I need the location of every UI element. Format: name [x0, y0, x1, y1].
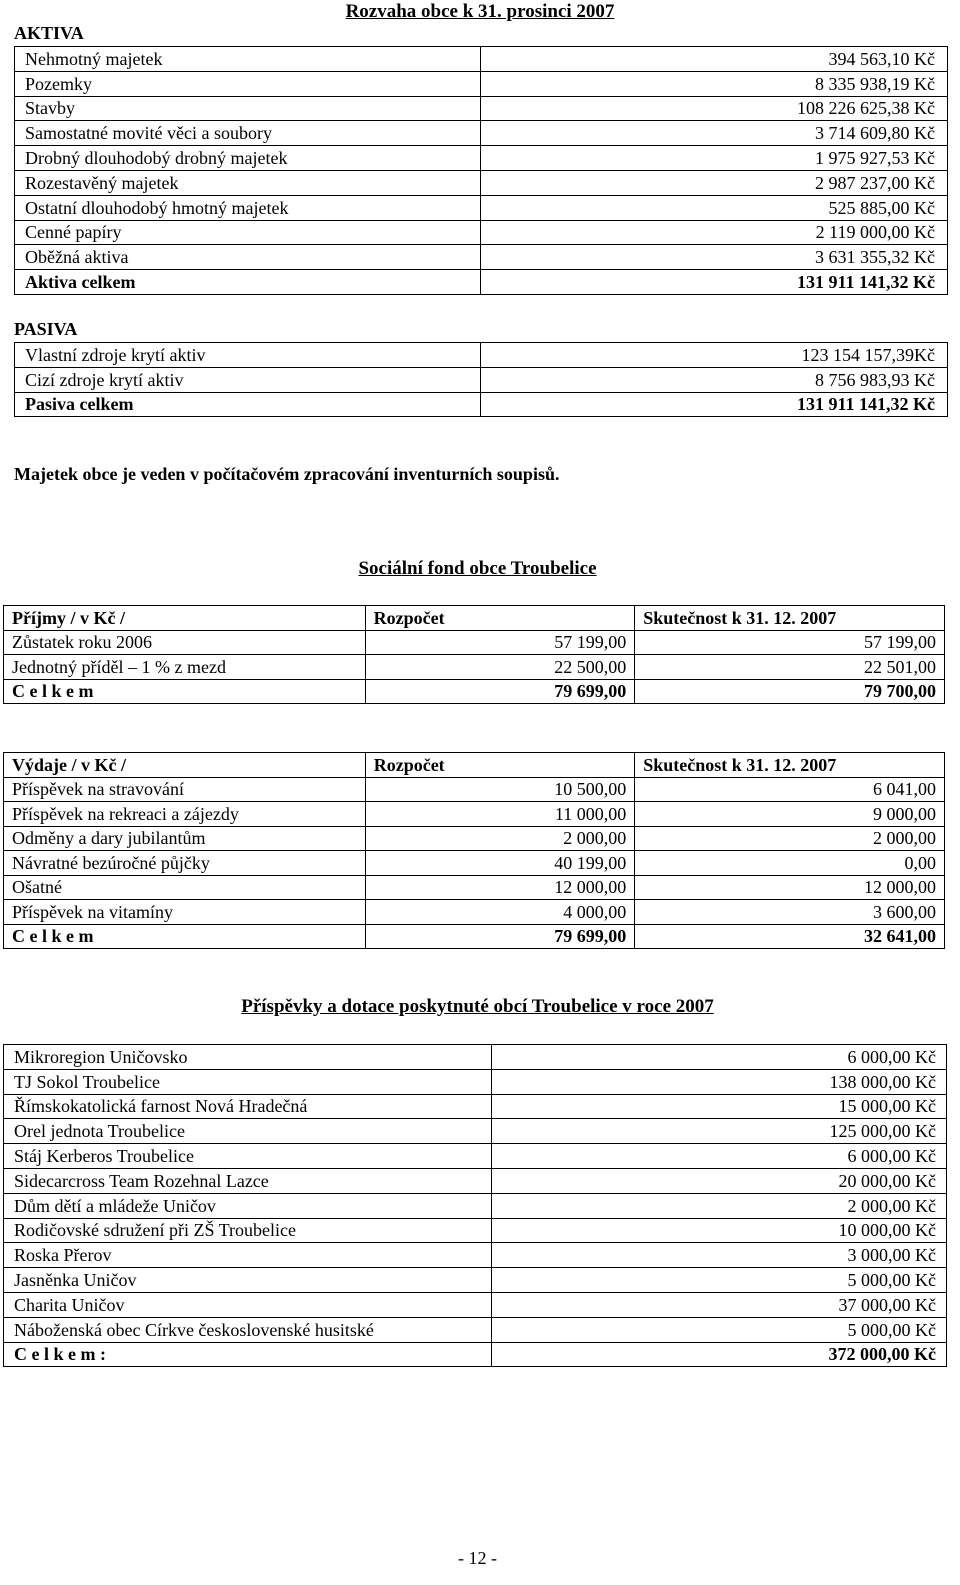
total-label: C e l k e m: [4, 679, 366, 704]
table-row: [4, 777, 945, 802]
row-value: 3 600,00: [635, 900, 945, 925]
row-label: Zůstatek roku 2006: [4, 630, 366, 655]
table-row: [15, 96, 948, 121]
table-row: [4, 826, 945, 851]
row-value: 1 975 927,53 Kč: [480, 146, 947, 171]
fund-expense-table: [3, 752, 945, 949]
amount-value: 125 000,00 Kč: [491, 1119, 946, 1144]
recipient-label: Sidecarcross Team Rozehnal Lazce: [4, 1168, 492, 1193]
fund-income-table: [3, 605, 945, 704]
amount-value: 37 000,00 Kč: [491, 1292, 946, 1317]
row-label: Drobný dlouhodobý drobný majetek: [15, 146, 481, 171]
table-row: [15, 245, 948, 270]
row-value: 2 000,00: [635, 826, 945, 851]
amount-value: 5 000,00 Kč: [491, 1268, 946, 1293]
recipient-label: Římskokatolická farnost Nová Hradečná: [4, 1094, 492, 1119]
total-label: Aktiva celkem: [15, 270, 481, 295]
column-header: Rozpočet: [365, 753, 635, 778]
row-label: Ostatní dlouhodobý hmotný majetek: [15, 195, 481, 220]
total-label: C e l k e m :: [4, 1342, 492, 1367]
table-row: [4, 1292, 947, 1317]
amount-value: 138 000,00 Kč: [491, 1069, 946, 1094]
total-row: [15, 270, 948, 295]
table-row: [15, 367, 948, 392]
table-row: [4, 1193, 947, 1218]
row-label: Samostatné movité věci a soubory: [15, 121, 481, 146]
total-value: 131 911 141,32 Kč: [480, 392, 947, 417]
row-value: 12 000,00: [365, 875, 635, 900]
table-row: [15, 170, 948, 195]
table-row: [4, 851, 945, 876]
amount-value: 5 000,00 Kč: [491, 1317, 946, 1342]
header-row: [4, 753, 945, 778]
row-value: 4 000,00: [365, 900, 635, 925]
recipient-label: TJ Sokol Troubelice: [4, 1069, 492, 1094]
row-value: 8 756 983,93 Kč: [480, 367, 947, 392]
amount-value: 2 000,00 Kč: [491, 1193, 946, 1218]
row-label: Příspěvek na rekreaci a zájezdy: [4, 802, 366, 827]
table-row: [15, 71, 948, 96]
amount-value: 6 000,00 Kč: [491, 1144, 946, 1169]
table-row: [15, 146, 948, 171]
row-value: 394 563,10 Kč: [480, 47, 947, 72]
table-row: [4, 1045, 947, 1070]
table-row: [4, 1168, 947, 1193]
total-value: 79 700,00: [635, 679, 945, 704]
row-label: Stavby: [15, 96, 481, 121]
table-row: [4, 1094, 947, 1119]
table-row: [4, 1119, 947, 1144]
aktiva-heading: AKTIVA: [14, 23, 84, 43]
table-row: [4, 1218, 947, 1243]
row-value: 2 119 000,00 Kč: [480, 220, 947, 245]
social-fund-heading: Sociální fond obce Troubelice: [358, 558, 597, 579]
table-row: [15, 195, 948, 220]
row-value: 9 000,00: [635, 802, 945, 827]
row-value: 123 154 157,39Kč: [480, 343, 947, 368]
row-label: Ošatné: [4, 875, 366, 900]
row-label: Návratné bezúročné půjčky: [4, 851, 366, 876]
row-value: 0,00: [635, 851, 945, 876]
row-label: Cizí zdroje krytí aktiv: [15, 367, 481, 392]
recipient-label: Náboženská obec Církve československé husitské: [4, 1317, 492, 1342]
total-value: 131 911 141,32 Kč: [480, 270, 947, 295]
row-value: 12 000,00: [635, 875, 945, 900]
inventory-note: Majetek obce je veden v počítačovém zpracování inventurních soupisů.: [14, 464, 560, 484]
row-label: Příspěvek na vitamíny: [4, 900, 366, 925]
total-value: 372 000,00 Kč: [491, 1342, 946, 1367]
recipient-label: Jasněnka Uničov: [4, 1268, 492, 1293]
column-header: Skutečnost k 31. 12. 2007: [635, 606, 945, 631]
column-header: Rozpočet: [365, 606, 635, 631]
row-label: Odměny a dary jubilantům: [4, 826, 366, 851]
table-row: [4, 1243, 947, 1268]
header-row: [4, 606, 945, 631]
page-title: Rozvaha obce k 31. prosinci 2007: [345, 1, 615, 22]
total-value: 32 641,00: [635, 924, 945, 949]
row-value: 3 631 355,32 Kč: [480, 245, 947, 270]
table-row: [15, 220, 948, 245]
row-value: 2 987 237,00 Kč: [480, 170, 947, 195]
row-value: 525 885,00 Kč: [480, 195, 947, 220]
row-label: Nehmotný majetek: [15, 47, 481, 72]
total-row: [4, 679, 945, 704]
amount-value: 6 000,00 Kč: [491, 1045, 946, 1070]
row-value: 6 041,00: [635, 777, 945, 802]
row-value: 10 500,00: [365, 777, 635, 802]
row-value: 2 000,00: [365, 826, 635, 851]
pasiva-table: [14, 342, 948, 417]
amount-value: 3 000,00 Kč: [491, 1243, 946, 1268]
recipient-label: Mikroregion Uničovsko: [4, 1045, 492, 1070]
table-row: [4, 1317, 947, 1342]
table-row: [15, 343, 948, 368]
row-value: 108 226 625,38 Kč: [480, 96, 947, 121]
total-value: 79 699,00: [365, 924, 635, 949]
table-row: [4, 900, 945, 925]
total-row: [4, 924, 945, 949]
row-label: Oběžná aktiva: [15, 245, 481, 270]
page-number: - 12 -: [458, 1548, 497, 1568]
table-row: [4, 1268, 947, 1293]
row-label: Jednotný příděl – 1 % z mezd: [4, 655, 366, 680]
column-header: Skutečnost k 31. 12. 2007: [635, 753, 945, 778]
table-row: [4, 655, 945, 680]
column-header: Výdaje / v Kč /: [4, 753, 366, 778]
recipient-label: Roska Přerov: [4, 1243, 492, 1268]
total-row: [15, 392, 948, 417]
recipient-label: Orel jednota Troubelice: [4, 1119, 492, 1144]
row-value: 11 000,00: [365, 802, 635, 827]
row-label: Příspěvek na stravování: [4, 777, 366, 802]
aktiva-table: [14, 46, 948, 295]
recipient-label: Dům dětí a mládeže Uničov: [4, 1193, 492, 1218]
row-label: Vlastní zdroje krytí aktiv: [15, 343, 481, 368]
contributions-table: [3, 1044, 947, 1367]
row-value: 22 500,00: [365, 655, 635, 680]
total-label: Pasiva celkem: [15, 392, 481, 417]
total-label: C e l k e m: [4, 924, 366, 949]
row-value: 40 199,00: [365, 851, 635, 876]
table-row: [4, 875, 945, 900]
table-row: [4, 630, 945, 655]
row-value: 22 501,00: [635, 655, 945, 680]
amount-value: 10 000,00 Kč: [491, 1218, 946, 1243]
table-row: [15, 47, 948, 72]
amount-value: 15 000,00 Kč: [491, 1094, 946, 1119]
row-label: Cenné papíry: [15, 220, 481, 245]
table-row: [4, 1069, 947, 1094]
row-label: Rozestavěný majetek: [15, 170, 481, 195]
total-value: 79 699,00: [365, 679, 635, 704]
table-row: [15, 121, 948, 146]
row-label: Pozemky: [15, 71, 481, 96]
pasiva-heading: PASIVA: [14, 319, 78, 339]
row-value: 8 335 938,19 Kč: [480, 71, 947, 96]
total-row: [4, 1342, 947, 1367]
contributions-heading: Příspěvky a dotace poskytnuté obcí Troubelice v roce 2007: [241, 996, 714, 1017]
recipient-label: Charita Uničov: [4, 1292, 492, 1317]
row-value: 57 199,00: [365, 630, 635, 655]
column-header: Příjmy / v Kč /: [4, 606, 366, 631]
row-value: 3 714 609,80 Kč: [480, 121, 947, 146]
recipient-label: Stáj Kerberos Troubelice: [4, 1144, 492, 1169]
table-row: [4, 802, 945, 827]
recipient-label: Rodičovské sdružení při ZŠ Troubelice: [4, 1218, 492, 1243]
amount-value: 20 000,00 Kč: [491, 1168, 946, 1193]
table-row: [4, 1144, 947, 1169]
row-value: 57 199,00: [635, 630, 945, 655]
